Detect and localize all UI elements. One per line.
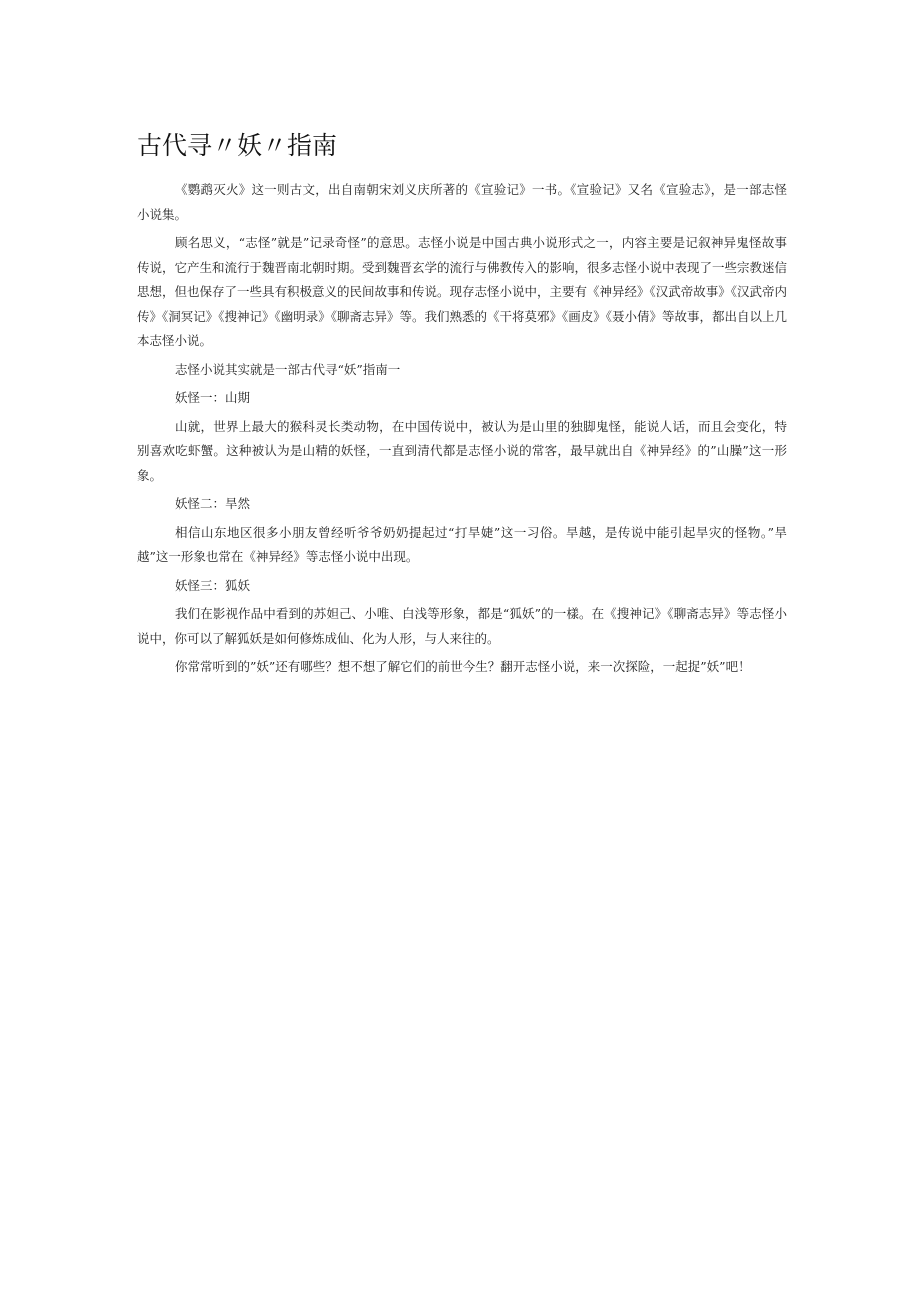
paragraph-guide-lead: 志怪小说其实就是一部古代寻“妖”指南一 [175, 361, 401, 377]
heading-monster-two: 妖怪二：旱然 [175, 496, 251, 511]
paragraph-closing: 你常常听到的”妖”还有哪些？想不想了解它们的前世今生？翻开志怪小说，来一次探险，一起捉”妖”吧！ [175, 659, 751, 674]
document-body [137, 128, 787, 684]
paragraph-definition: 顾名思义，“志怪”就是”记录奇怪”的意思。志怪小说是中国古典小说形式之一，内容主要是记叙神异鬼怪故事传说，它产生和流行于魏晋南北朝时期。受到魏晋玄学的流行与佛教传入的影响，很多志怪小说中表现了一些宗教迷信思想，但也保存了一些具有积极意义的民间故事和传说。现存志怪小说中，主要有《神异经》《汉武帝故事》《汉武帝内传》《洞冥记》《搜神记》《幽明录》《聊斋志异》等。我们熟悉的《干将莫邪》《画皮》《聂小倩》等故事，都出自以上几本志怪小说。 [137, 235, 788, 348]
paragraph-monster-one: 山就，世界上最大的猴科灵长类动物，在中国传说中，被认为是山里的独脚鬼怪，能说人话，而且会变化，特别喜欢吃虾蟹。这种被认为是山精的妖怪，一直到清代都是志怪小说的常客，最早就出自《神异经》的”山臊”这一形象。 [137, 418, 787, 483]
heading-monster-three: 妖怪三：狐妖 [175, 577, 251, 593]
paragraph-monster-three: 我们在影视作品中看到的苏妲己、小唯、白浅等形象，都是“狐妖”的一樣。在《搜神记》《聊斋志异》等志怪小说中，你可以了解狐妖是如何修炼成仙、化为人形，与人来往的。 [137, 606, 787, 646]
paragraph-intro: 《鹦鹉灭火》这一则古文，出自南朝宋刘义庆所著的《宣验记》一书。《宣验记》又名《宣验志》，是一部志怪小说集。 [137, 182, 787, 222]
paragraph-monster-two: 相信山东地区很多小朋友曾经听爷爷奶奶提起过“打旱婕”这一习俗。旱越，是传说中能引起旱灾的怪物。”旱越”这一形象也常在《神异经》等志怪小说中出现。 [137, 524, 787, 564]
heading-monster-one: 妖怪一：山期 [175, 390, 251, 405]
document-title: 古代寻〃妖〃指南 [137, 131, 338, 160]
